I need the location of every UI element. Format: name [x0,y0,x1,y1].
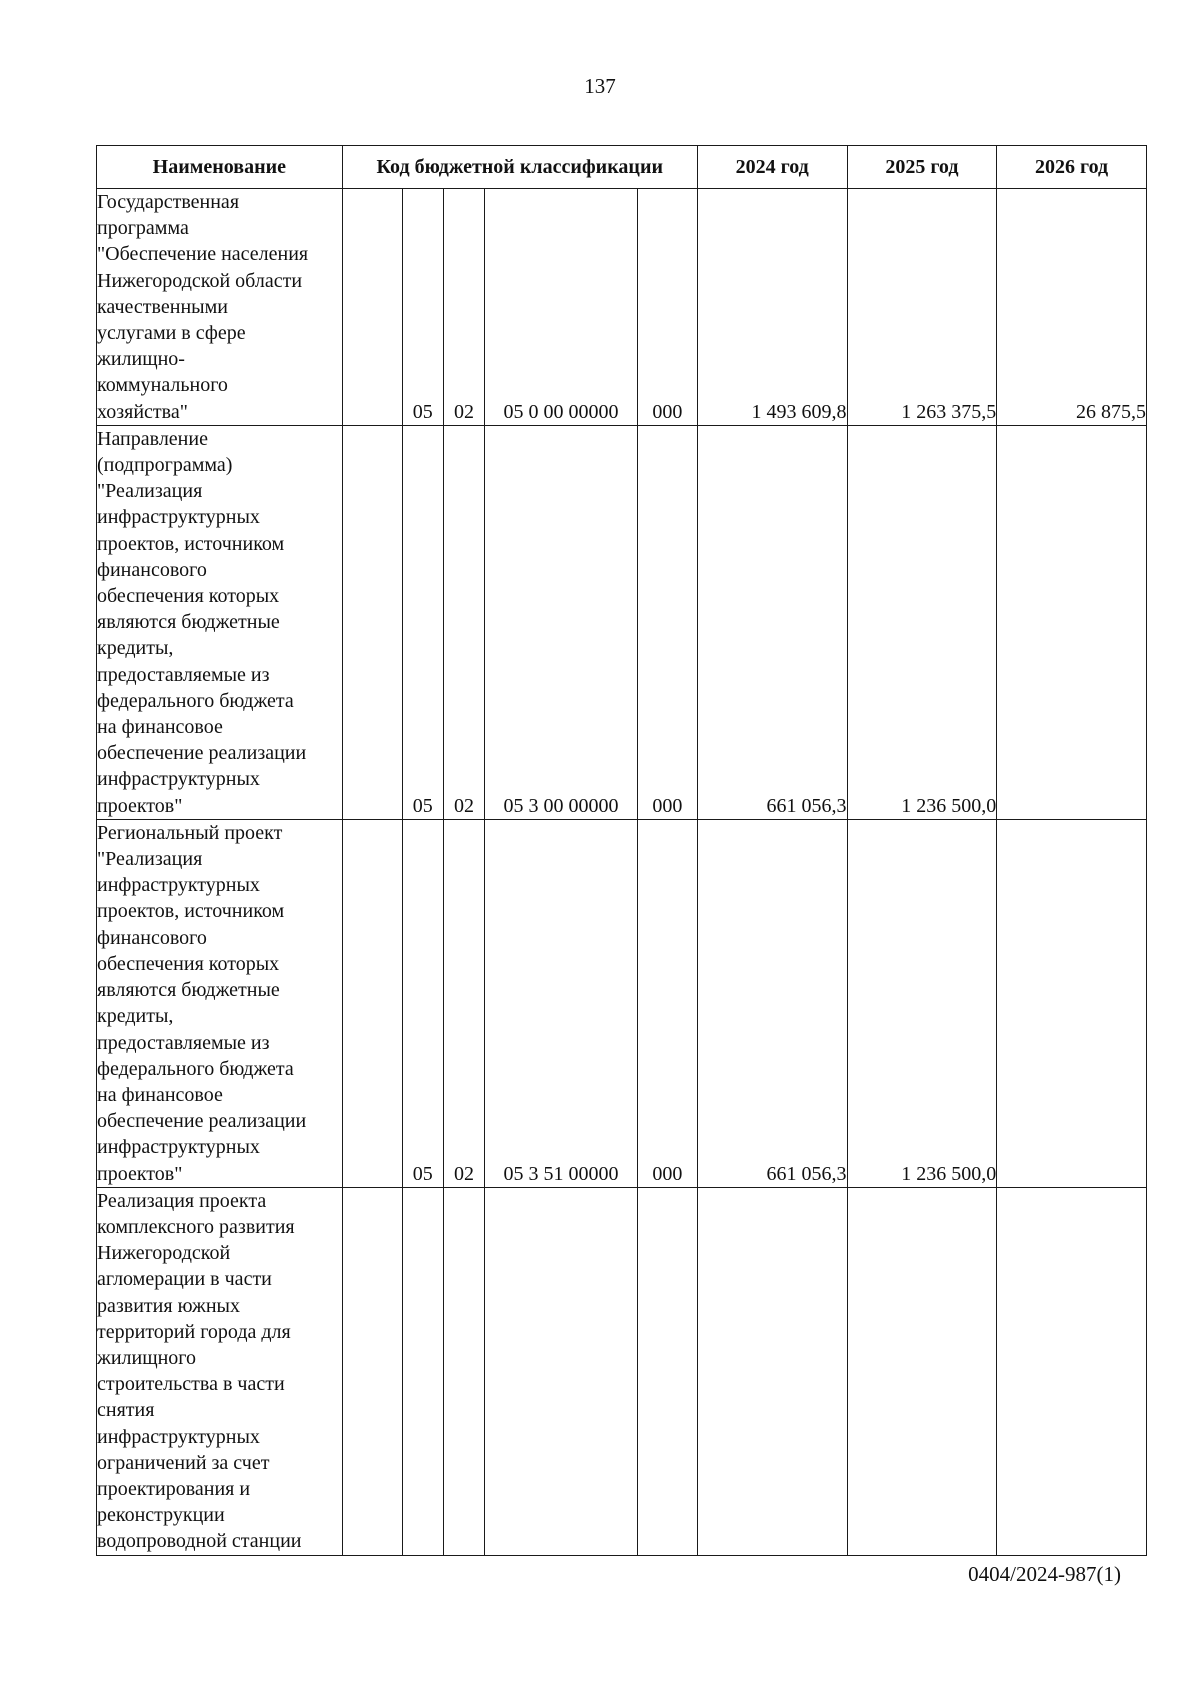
row-name-line: финансового [97,926,207,949]
row-name-line: Реализация проекта [97,1189,267,1212]
row-name [97,189,343,426]
section-code [402,1187,443,1555]
row-name-line: "Обеспечение населения [97,243,309,266]
amount-2025 [847,1187,997,1555]
code-cell-1 [342,1187,402,1555]
header-name: Наименование [97,146,343,189]
row-name-line: программа [97,217,189,240]
row-name-line: Нижегородской [97,1242,231,1265]
row-name-line: проектирования и [97,1477,251,1500]
row-name-line: снятия [97,1399,155,1422]
document-code: 0404/2024-987(1) [968,1562,1121,1586]
row-name-line: жилищно- [97,348,185,371]
target-article-code [485,1187,638,1555]
row-name-line: комплексного развития [97,1215,295,1238]
amount-2026 [997,425,1147,819]
row-name-line: (подпрограмма) [97,454,233,477]
row-name-line: коммунального [97,374,228,397]
row-name [97,819,343,1187]
row-name-line: территорий города для [97,1320,291,1343]
amount-2025: 1 263 375,5 [847,189,997,426]
section-code: 05 [402,189,443,426]
row-name-line: проектов, источником [97,532,285,555]
section-code: 05 [402,819,443,1187]
row-name-line: федерального бюджета [97,689,294,712]
row-name [97,1187,343,1555]
code-cell-1 [342,189,402,426]
row-name-line: финансового [97,558,207,581]
row-name-line: Нижегородской области [97,269,303,292]
row-name-line: являются бюджетные [97,611,280,634]
code-cell-1 [342,425,402,819]
row-name-line: ограничений за счет [97,1451,270,1474]
row-name-line: инфраструктурных [97,1136,260,1159]
amount-2025: 1 236 500,0 [847,819,997,1187]
row-name-line: федерального бюджета [97,1057,294,1080]
row-name-line: хозяйства" [97,400,188,423]
table-row [97,819,1147,1187]
row-name-line: на финансовое [97,716,223,739]
row-name-line: качественными [97,295,228,318]
amount-2024: 661 056,3 [697,819,847,1187]
row-name-line: инфраструктурных [97,506,260,529]
amount-2026 [997,819,1147,1187]
header-2025: 2025 год [847,146,997,189]
row-name-line: агломерации в части [97,1268,272,1291]
row-name-line: "Реализация [97,480,203,503]
row-name-line: Направление [97,427,208,450]
expense-type-code: 000 [637,425,697,819]
row-name-line: обеспечение реализации [97,742,307,765]
subsection-code: 02 [443,819,484,1187]
expense-type-code: 000 [637,189,697,426]
section-code: 05 [402,425,443,819]
row-name-line: предоставляемые из [97,1031,270,1054]
table-row [97,189,1147,426]
header-row [97,146,1147,189]
code-cell-1 [342,819,402,1187]
row-name-line: инфраструктурных [97,768,260,791]
row-name-line: обеспечения которых [97,952,280,975]
row-name-line: услугами в сфере [97,322,246,345]
target-article-code: 05 0 00 00000 [485,189,638,426]
row-name-line: на финансовое [97,1083,223,1106]
target-article-code: 05 3 00 00000 [485,425,638,819]
row-name-line: обеспечение реализации [97,1110,307,1133]
header-code: Код бюджетной классификации [342,146,697,189]
row-name-line: развития южных [97,1294,240,1317]
amount-2026 [997,1187,1147,1555]
amount-2024: 1 493 609,8 [697,189,847,426]
row-name-line: водопроводной станции [97,1530,302,1553]
row-name-line: кредиты, [97,1005,174,1028]
row-name-line: проектов" [97,1162,183,1185]
expense-type-code: 000 [637,819,697,1187]
table-row [97,1187,1147,1555]
amount-2024: 661 056,3 [697,425,847,819]
row-name-line: "Реализация [97,848,203,871]
table-body [97,189,1147,1556]
table-row [97,425,1147,819]
target-article-code: 05 3 51 00000 [485,819,638,1187]
row-name-line: проектов, источником [97,900,285,923]
expense-type-code [637,1187,697,1555]
row-name-line: обеспечения которых [97,585,280,608]
header-2026: 2026 год [997,146,1147,189]
row-name-line: жилищного [97,1346,197,1369]
row-name-line: Государственная [97,191,240,213]
amount-2024 [697,1187,847,1555]
row-name-line: реконструкции [97,1504,225,1527]
row-name-line: кредиты, [97,637,174,660]
subsection-code [443,1187,484,1555]
row-name-line: Региональный проект [97,821,283,844]
subsection-code: 02 [443,425,484,819]
row-name [97,425,343,819]
row-name-line: инфраструктурных [97,1425,260,1448]
row-name-line: инфраструктурных [97,874,260,897]
amount-2025: 1 236 500,0 [847,425,997,819]
page-number: 137 [584,74,616,98]
amount-2026: 26 875,5 [997,189,1147,426]
row-name-line: являются бюджетные [97,979,280,1002]
header-2024: 2024 год [697,146,847,189]
row-name-line: строительства в части [97,1373,285,1396]
row-name-line: проектов" [97,794,183,817]
subsection-code: 02 [443,189,484,426]
budget-table [96,145,1147,1556]
row-name-line: предоставляемые из [97,663,270,686]
